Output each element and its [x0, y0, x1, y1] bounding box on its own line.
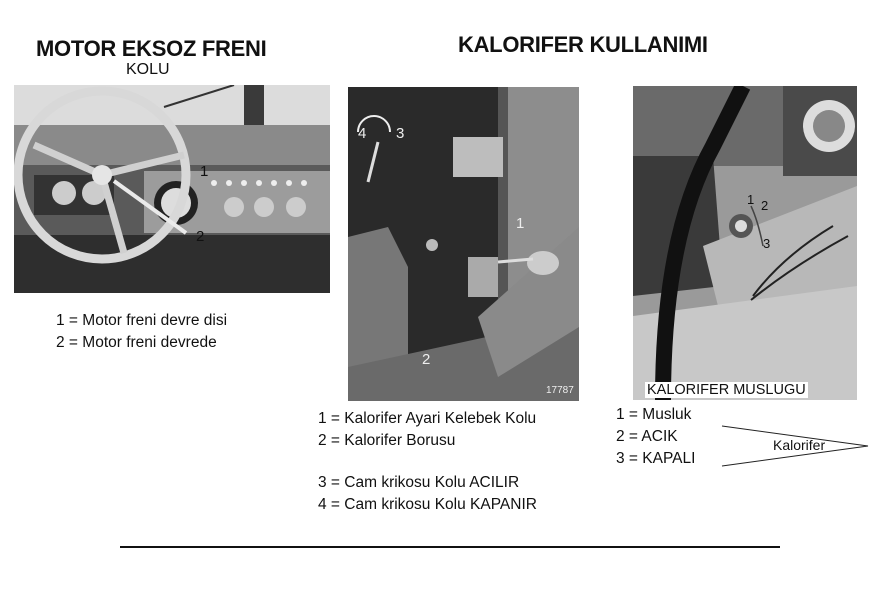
photo-label-1: 1: [747, 192, 755, 207]
legend-item: 1 = Motor freni devre disi: [56, 312, 228, 329]
photo-label-3: 3: [396, 125, 405, 142]
photo-label-2: 2: [422, 351, 431, 368]
legend-item: 1 = Musluk: [616, 406, 692, 423]
photo-label-1: 1: [516, 215, 525, 232]
photo-label-4: 4: [358, 125, 367, 142]
heater-valve-photo: [633, 86, 857, 400]
legend-item: 3 = Cam krikosu Kolu ACILIR: [318, 474, 520, 491]
legend-item: 2 = ACIK: [616, 428, 678, 445]
bottom-rule: [120, 546, 780, 548]
door-panel-photo: [348, 87, 579, 401]
door-panel-illustration: [348, 87, 579, 401]
heater-valve-illustration: [633, 86, 857, 400]
legend-item: 4 = Cam krikosu Kolu KAPANIR: [318, 496, 537, 513]
left-legend: [56, 310, 227, 354]
legend-item: 3 = KAPALI: [616, 450, 696, 467]
legend-item: 2 = Kalorifer Borusu: [318, 432, 456, 449]
photo-caption: KALORIFER MUSLUGU: [647, 382, 806, 398]
photo-code: 17787: [546, 385, 574, 396]
legend-item: 2 = Motor freni devrede: [56, 334, 217, 351]
dashboard-photo: [14, 85, 330, 293]
photo-label-1: 1: [200, 163, 209, 180]
dashboard-illustration: [14, 85, 330, 293]
left-title: MOTOR EKSOZ FRENI: [36, 36, 267, 61]
photo-label-3: 3: [763, 236, 771, 251]
page-heading: KALORIFER KULLANIMI: [458, 32, 708, 57]
photo-label-2: 2: [196, 228, 205, 245]
legend-item: 1 = Kalorifer Ayari Kelebek Kolu: [318, 410, 537, 427]
left-subtitle: KOLU: [126, 61, 170, 78]
callout-label: Kalorifer: [773, 437, 826, 453]
middle-legend-b: [318, 472, 537, 516]
photo-label-2: 2: [761, 198, 769, 213]
right-legend: [616, 404, 695, 470]
middle-legend-a: [318, 408, 536, 452]
